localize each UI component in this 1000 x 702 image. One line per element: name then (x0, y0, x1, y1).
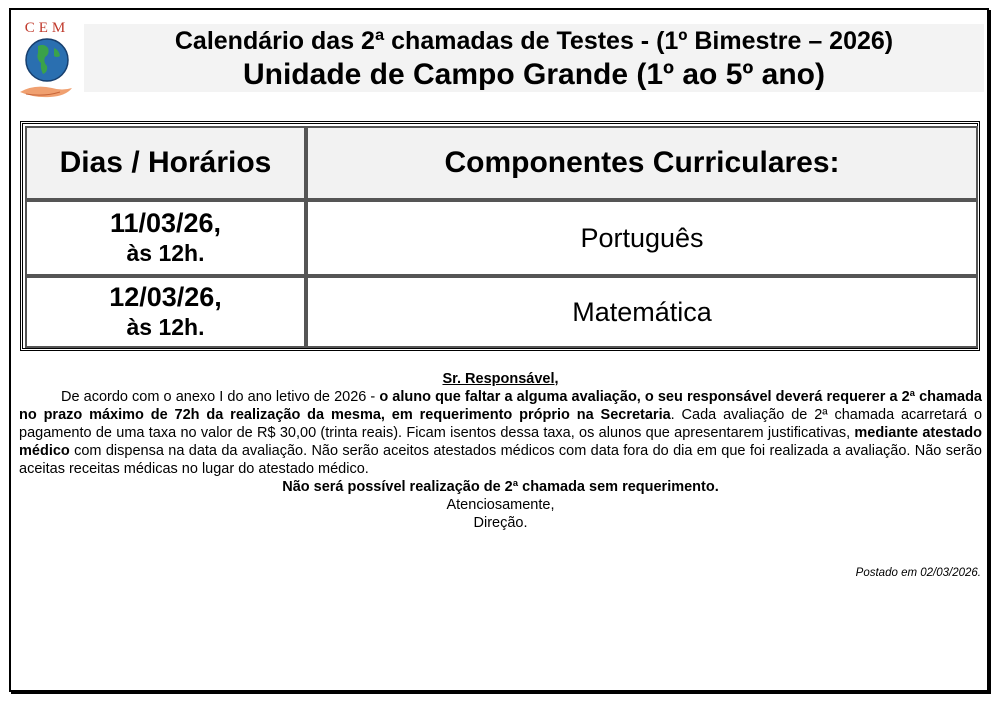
posted-date: Postado em 02/03/2026. (855, 567, 981, 579)
document-subtitle: Unidade de Campo Grande (1º ao 5º ano) (242, 58, 825, 91)
row-subject: Matemática (306, 276, 978, 348)
notice-emphasis: mediante atestado médico (19, 425, 982, 459)
row-time: às 12h. (126, 240, 205, 266)
notice-text: . Cada avaliação de 2ª chamada acarretará o pagamento de uma taxa no valor de R$ 30,00 (trinta reais). Ficam isentos dessa taxa, os alunos que apresentarem justificativas, (19, 407, 983, 441)
column-header-dates: Dias / Horários (25, 126, 306, 200)
notice-text: com dispensa na data da avaliação. Não serão aceitos atestados médicos com data fora do dia em que foi realizada a avaliação. Não serão aceitas receitas médicas no lugar do atestado médico. (19, 443, 982, 477)
document-title: Calendário das 2ª chamadas de Testes - (1º Bimestre – 2026) (174, 27, 894, 55)
notice-text: De acordo com o anexo I do ano letivo de 2026 - (61, 389, 380, 405)
table-row-date (25, 276, 306, 348)
school-logo (16, 16, 78, 106)
row-date: 11/03/26, (109, 208, 222, 238)
table-row-date (25, 200, 306, 276)
notice-emphasis: o aluno que faltar a alguma avaliação, o seu responsável deverá requerer a 2ª chamada no prazo máximo de 72h da realização da mesma, em requerimento próprio na Secretaria (19, 389, 982, 423)
notice-section (19, 370, 982, 532)
notice-closing: Atenciosamente, (446, 497, 555, 513)
logo-text: CEM (24, 20, 70, 36)
notice-title: Sr. Responsável, (442, 371, 559, 387)
row-subject: Português (306, 200, 978, 276)
document-header (14, 14, 986, 106)
column-header-subjects: Componentes Curriculares: (306, 126, 978, 200)
row-date: 12/03/26, (109, 282, 222, 312)
row-time: às 12h. (126, 314, 205, 340)
notice-signature: Direção. (473, 515, 528, 531)
notice-paragraph (19, 388, 982, 478)
schedule-table (20, 121, 980, 351)
notice-warning: Não será possível realização de 2ª chamada sem requerimento. (282, 479, 719, 495)
